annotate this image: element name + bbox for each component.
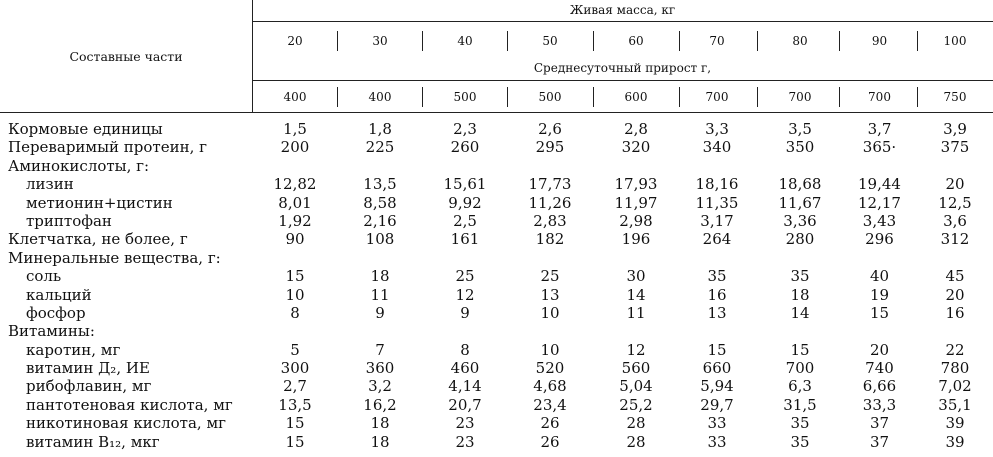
value-cell: 1,8	[368, 120, 392, 138]
value-cell: 3,7	[867, 120, 892, 138]
value-cell: 11	[626, 303, 646, 322]
value-cell: 296	[865, 230, 894, 249]
value-cell: 8	[460, 340, 470, 359]
table-row	[0, 322, 993, 340]
row-label: Витамины:	[8, 322, 95, 341]
value-cell: 182	[535, 230, 565, 249]
header-bottom-rule	[0, 112, 993, 113]
value-cell: 360	[365, 359, 395, 378]
column-divider	[593, 31, 594, 51]
column-divider	[507, 87, 508, 107]
value-cell: 1,5	[283, 120, 307, 138]
value-cell: 33	[707, 432, 727, 451]
column-divider	[422, 87, 423, 107]
table-row	[0, 138, 993, 156]
mass-cell: 30	[372, 34, 388, 48]
value-cell: 29,7	[700, 395, 734, 414]
value-cell: 200	[280, 138, 310, 157]
value-cell: 2,6	[538, 120, 562, 138]
value-cell: 11	[370, 285, 390, 304]
value-cell: 35	[790, 267, 810, 286]
table-row	[0, 267, 993, 285]
mass-cell: 100	[943, 34, 967, 48]
value-cell: 15	[285, 414, 305, 433]
header-rule	[252, 80, 993, 81]
value-cell: 16	[707, 285, 727, 304]
value-cell: 19	[869, 285, 890, 304]
value-cell: 19,44	[858, 175, 901, 194]
value-cell: 30	[626, 267, 646, 286]
row-label: Кормовые единицы	[8, 120, 163, 138]
row-label: витамин Д₂, ИЕ	[26, 359, 150, 378]
mass-cell: 80	[792, 34, 808, 48]
value-cell: 300	[280, 359, 310, 378]
column-divider	[593, 87, 594, 107]
value-cell: 15	[790, 340, 810, 359]
value-cell: 365·	[862, 138, 897, 157]
value-cell: 340	[702, 138, 732, 157]
value-cell: 13,5	[278, 395, 312, 414]
value-cell: 13	[707, 303, 727, 322]
mass-cell: 60	[628, 34, 644, 48]
value-cell: 320	[621, 138, 651, 157]
value-cell: 18	[790, 285, 810, 304]
value-cell: 15	[285, 432, 305, 451]
value-cell: 12,17	[858, 193, 901, 212]
gain-title: Среднесуточный прирост г,	[533, 61, 712, 75]
value-cell: 14	[626, 285, 646, 304]
value-cell: 25	[455, 267, 475, 286]
value-cell: 3,36	[783, 211, 817, 230]
value-cell: 295	[535, 138, 565, 157]
value-cell: 10	[540, 303, 560, 322]
value-cell: 560	[621, 359, 651, 378]
column-divider	[839, 31, 840, 51]
column-divider	[917, 87, 918, 107]
value-cell: 33	[707, 414, 727, 433]
value-cell: 25	[540, 267, 560, 286]
value-cell: 37	[869, 432, 890, 451]
value-cell: 45	[945, 267, 965, 286]
value-cell: 23	[455, 414, 475, 433]
mass-cell: 40	[457, 34, 473, 48]
table-row	[0, 175, 993, 193]
mass-cell: 90	[871, 34, 888, 48]
gain-cell: 400	[368, 90, 392, 104]
value-cell: 3,43	[862, 211, 897, 230]
value-cell: 16	[945, 303, 965, 322]
column-divider	[679, 31, 680, 51]
value-cell: 26	[540, 432, 560, 451]
value-cell: 4,14	[448, 377, 482, 396]
value-cell: 13	[540, 285, 560, 304]
value-cell: 12	[455, 285, 475, 304]
table-row	[0, 249, 993, 267]
value-cell: 15	[707, 340, 727, 359]
value-cell: 161	[450, 230, 480, 249]
value-cell: 10	[540, 340, 560, 359]
value-cell: 11,97	[614, 193, 658, 212]
value-cell: 90	[285, 230, 305, 249]
value-cell: 260	[450, 138, 480, 157]
value-cell: 13,5	[363, 175, 397, 194]
value-cell: 31,5	[783, 395, 817, 414]
value-cell: 2,16	[363, 211, 397, 230]
row-label: лизин	[26, 175, 74, 194]
value-cell: 520	[535, 359, 565, 378]
value-cell: 9,92	[448, 193, 482, 212]
row-label: пантотеновая кислота, мг	[26, 395, 233, 414]
value-cell: 2,98	[619, 211, 653, 230]
column-divider	[422, 31, 423, 51]
value-cell: 33,3	[862, 395, 897, 414]
gain-cell: 700	[705, 90, 729, 104]
row-label: Клетчатка, не более, г	[8, 230, 188, 249]
value-cell: 15	[285, 267, 305, 286]
value-cell: 3,5	[788, 120, 812, 138]
gain-cell: 700	[788, 90, 812, 104]
value-cell: 37	[869, 414, 890, 433]
value-cell: 3,2	[368, 377, 392, 396]
value-cell: 14	[790, 303, 810, 322]
value-cell: 18	[370, 414, 390, 433]
value-cell: 28	[626, 414, 646, 433]
value-cell: 108	[365, 230, 395, 249]
value-cell: 350	[785, 138, 815, 157]
value-cell: 35,1	[938, 395, 972, 414]
value-cell: 18,68	[778, 175, 822, 194]
value-cell: 6,3	[788, 377, 812, 396]
value-cell: 5	[290, 340, 300, 359]
parts-header: Составные части	[69, 48, 183, 64]
column-divider	[839, 87, 840, 107]
table-row	[0, 414, 993, 432]
value-cell: 264	[702, 230, 732, 249]
value-cell: 17,93	[614, 175, 658, 194]
gain-cell: 400	[283, 90, 307, 104]
table-row	[0, 341, 993, 359]
column-divider	[757, 87, 758, 107]
value-cell: 660	[702, 359, 732, 378]
value-cell: 2,8	[624, 120, 648, 138]
column-divider	[507, 31, 508, 51]
mass-cell: 50	[542, 34, 558, 48]
table-row	[0, 212, 993, 230]
value-cell: 18	[370, 267, 390, 286]
gain-cell: 750	[943, 90, 967, 104]
value-cell: 375	[940, 138, 970, 157]
value-cell: 9	[375, 303, 385, 322]
value-cell: 700	[785, 359, 815, 378]
table-row	[0, 377, 993, 395]
value-cell: 312	[940, 230, 970, 249]
value-cell: 23	[455, 432, 475, 451]
table-row	[0, 396, 993, 414]
value-cell: 7	[375, 340, 385, 359]
value-cell: 6,66	[862, 377, 897, 396]
table-row	[0, 120, 993, 138]
value-cell: 460	[450, 359, 480, 378]
value-cell: 2,83	[533, 211, 567, 230]
value-cell: 2,5	[453, 211, 477, 230]
mass-cell: 20	[287, 34, 303, 48]
value-cell: 11,35	[695, 193, 739, 212]
value-cell: 2,3	[453, 120, 477, 138]
row-label: соль	[26, 267, 62, 286]
column-divider	[337, 87, 338, 107]
row-label: метионин+цистин	[26, 193, 173, 212]
table-row	[0, 286, 993, 304]
column-divider	[757, 31, 758, 51]
table-row	[0, 304, 993, 322]
value-cell: 18,16	[695, 175, 739, 194]
row-label: витамин B₁₂, мкг	[26, 432, 160, 451]
row-label: Минеральные вещества, г:	[8, 248, 221, 267]
value-cell: 3,6	[943, 211, 967, 230]
value-cell: 5,94	[700, 377, 734, 396]
column-divider	[917, 31, 918, 51]
value-cell: 16,2	[363, 395, 397, 414]
gain-cell: 500	[538, 90, 562, 104]
value-cell: 20	[945, 285, 965, 304]
table-row	[0, 157, 993, 175]
value-cell: 22	[945, 340, 965, 359]
value-cell: 28	[626, 432, 646, 451]
table-row	[0, 230, 993, 248]
value-cell: 740	[865, 359, 894, 378]
row-label: каротин, мг	[26, 340, 121, 359]
value-cell: 15,61	[443, 175, 487, 194]
value-cell: 5,04	[619, 377, 653, 396]
value-cell: 280	[785, 230, 815, 249]
header-rule	[252, 21, 993, 22]
value-cell: 35	[790, 414, 810, 433]
value-cell: 12	[626, 340, 646, 359]
table-row	[0, 194, 993, 212]
row-label: триптофан	[26, 211, 112, 230]
gain-cell: 700	[868, 90, 891, 104]
value-cell: 15	[869, 303, 890, 322]
value-cell: 39	[945, 414, 965, 433]
value-cell: 23,4	[533, 395, 567, 414]
mass-title: Живая масса, кг	[569, 3, 676, 17]
value-cell: 8,01	[278, 193, 312, 212]
value-cell: 11,26	[528, 193, 572, 212]
gain-cell: 500	[453, 90, 477, 104]
value-cell: 12,5	[938, 193, 972, 212]
value-cell: 18	[370, 432, 390, 451]
value-cell: 35	[707, 267, 727, 286]
column-divider	[337, 31, 338, 51]
value-cell: 40	[869, 267, 890, 286]
value-cell: 2,7	[283, 377, 307, 396]
value-cell: 7,02	[938, 377, 972, 396]
row-label: Переваримый протеин, г	[8, 138, 207, 157]
value-cell: 10	[285, 285, 305, 304]
row-label: Аминокислоты, г:	[8, 156, 150, 175]
value-cell: 3,17	[700, 211, 734, 230]
row-label: кальций	[26, 285, 92, 304]
value-cell: 20	[945, 175, 965, 194]
value-cell: 1,92	[278, 211, 312, 230]
value-cell: 12,82	[273, 175, 317, 194]
value-cell: 9	[460, 303, 470, 322]
value-cell: 780	[940, 359, 970, 378]
value-cell: 35	[790, 432, 810, 451]
value-cell: 8	[290, 303, 300, 322]
mass-cell: 70	[709, 34, 725, 48]
table-row	[0, 359, 993, 377]
column-divider	[679, 87, 680, 107]
value-cell: 196	[621, 230, 651, 249]
value-cell: 225	[365, 138, 395, 157]
value-cell: 26	[540, 414, 560, 433]
value-cell: 3,3	[705, 120, 729, 138]
value-cell: 25,2	[619, 395, 653, 414]
value-cell: 11,67	[778, 193, 822, 212]
value-cell: 4,68	[533, 377, 567, 396]
row-label: рибофлавин, мг	[26, 377, 152, 396]
value-cell: 20	[869, 340, 890, 359]
table-row	[0, 433, 993, 451]
row-label: фосфор	[26, 303, 86, 322]
value-cell: 39	[945, 432, 965, 451]
value-cell: 17,73	[528, 175, 572, 194]
row-label: никотиновая кислота, мг	[26, 414, 226, 433]
table-body	[0, 120, 993, 451]
value-cell: 8,58	[363, 193, 397, 212]
value-cell: 3,9	[943, 120, 967, 138]
value-cell: 20,7	[448, 395, 482, 414]
gain-cell: 600	[624, 90, 648, 104]
